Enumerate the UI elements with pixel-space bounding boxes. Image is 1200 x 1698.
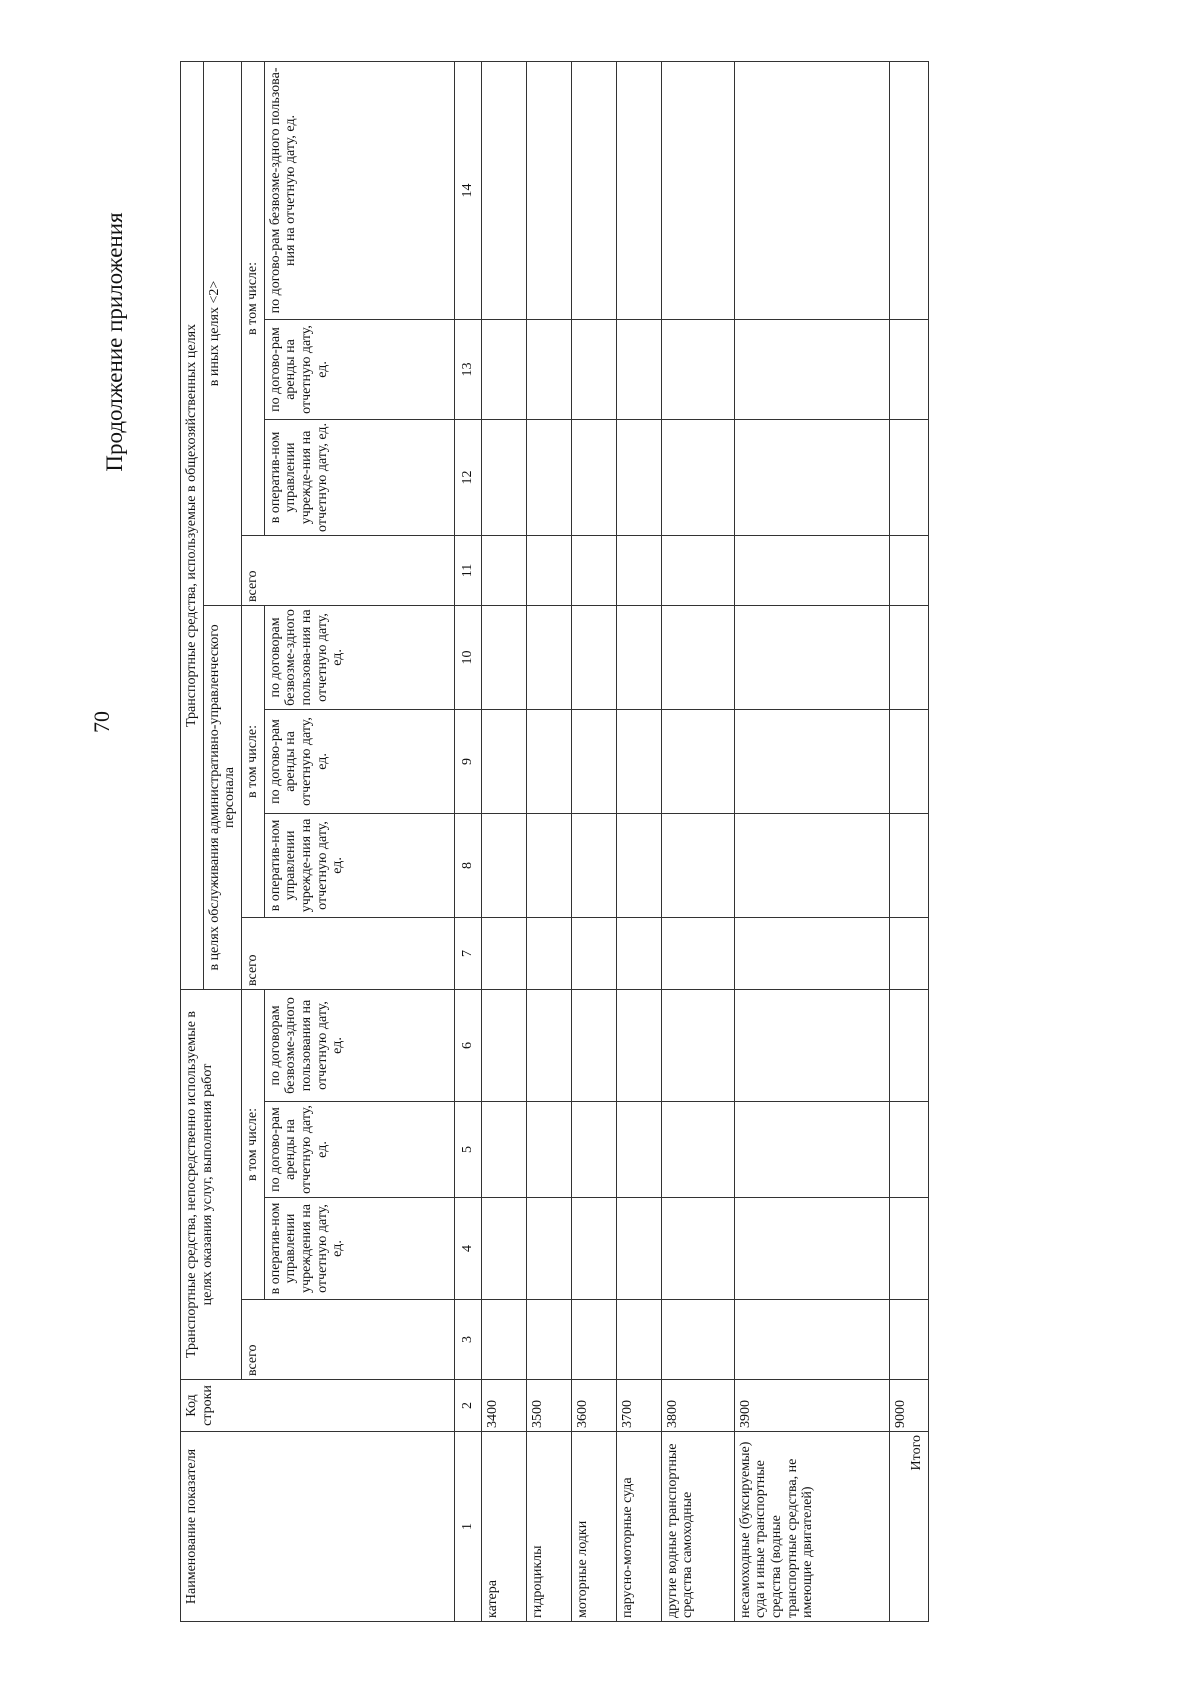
data-cell[interactable] <box>481 1300 526 1380</box>
data-cell[interactable] <box>734 419 889 535</box>
data-cell[interactable] <box>526 1300 571 1380</box>
table-row <box>571 61 616 1621</box>
data-cell[interactable] <box>661 605 734 709</box>
data-cell[interactable] <box>481 917 526 989</box>
total-row <box>889 61 928 1621</box>
data-cell[interactable] <box>734 1198 889 1300</box>
name-header: Наименование показателя <box>181 1432 455 1622</box>
data-cell[interactable] <box>734 1300 889 1380</box>
data-cell[interactable] <box>734 61 889 319</box>
data-cell[interactable] <box>526 319 571 419</box>
data-cell[interactable] <box>481 813 526 917</box>
table-row <box>481 61 526 1621</box>
col-number: 8 <box>454 813 481 917</box>
data-cell[interactable] <box>661 61 734 319</box>
op-mgmt-header-12: в оператив-ном управлении учрежде-ния на отчетную дату, ед. <box>264 419 454 535</box>
data-cell[interactable] <box>889 917 928 989</box>
header-row-1 <box>181 61 204 1621</box>
transport-table <box>180 61 929 1622</box>
data-cell[interactable] <box>481 709 526 813</box>
data-cell[interactable] <box>889 319 928 419</box>
data-cell[interactable] <box>616 419 661 535</box>
data-cell[interactable] <box>889 61 928 319</box>
data-cell[interactable] <box>571 605 616 709</box>
incl-header-3: в том числе: <box>242 989 265 1299</box>
data-cell[interactable] <box>571 917 616 989</box>
col-number: 11 <box>454 535 481 605</box>
data-cell[interactable] <box>571 319 616 419</box>
code-header: Код строки <box>181 1380 455 1432</box>
data-cell[interactable] <box>734 709 889 813</box>
data-cell[interactable] <box>481 1102 526 1198</box>
data-cell[interactable] <box>661 1102 734 1198</box>
col-number: 12 <box>454 419 481 535</box>
page-number: 70 <box>89 711 114 733</box>
continuation-title: Продолжение приложения <box>102 212 127 472</box>
data-cell[interactable] <box>889 1300 928 1380</box>
data-cell[interactable] <box>661 535 734 605</box>
table-row <box>734 61 889 1621</box>
data-cell[interactable] <box>616 61 661 319</box>
data-cell[interactable] <box>661 1198 734 1300</box>
group-general-header: Транспортные средства, используемые в общехозяйственных целях <box>181 61 204 989</box>
op-mgmt-header-8: в оператив-ном управлении учрежде-ния на отчетную дату, ед. <box>264 813 454 917</box>
row-name: гидроциклы <box>526 1432 571 1622</box>
data-cell[interactable] <box>616 605 661 709</box>
data-cell[interactable] <box>571 989 616 1101</box>
total-header-7: всего <box>242 917 455 989</box>
data-cell[interactable] <box>734 605 889 709</box>
data-cell[interactable] <box>481 1198 526 1300</box>
data-cell[interactable] <box>526 989 571 1101</box>
group-direct-header: Транспортные средства, непосредственно используемые в целях оказания услуг, выполнения работ <box>181 989 242 1379</box>
col-number: 4 <box>454 1198 481 1300</box>
table-row <box>616 61 661 1621</box>
table-row <box>661 61 734 1621</box>
column-number-row <box>454 61 481 1621</box>
row-code: 3800 <box>661 1380 734 1432</box>
col-number: 6 <box>454 989 481 1101</box>
data-cell[interactable] <box>481 605 526 709</box>
lease-header-9: по догово-рам аренды на отчетную дату, ед. <box>264 709 454 813</box>
data-cell[interactable] <box>889 535 928 605</box>
free-header-6: по договорам безвозме-здного пользования на отчетную дату, ед. <box>264 989 454 1101</box>
row-code: 9000 <box>889 1380 928 1432</box>
col-number: 14 <box>454 61 481 319</box>
total-label: Итого <box>889 1432 928 1622</box>
free-header-14: по догово-рам безвозме-здного пользова-ния на отчетную дату, ед. <box>264 61 454 319</box>
data-cell[interactable] <box>661 419 734 535</box>
data-cell[interactable] <box>734 319 889 419</box>
data-cell[interactable] <box>571 1102 616 1198</box>
row-code: 3500 <box>526 1380 571 1432</box>
incl-header-11: в том числе: <box>242 61 265 535</box>
data-cell[interactable] <box>526 419 571 535</box>
lease-header-13: по догово-рам аренды на отчетную дату, ед. <box>264 319 454 419</box>
total-header-3: всего <box>242 1300 455 1380</box>
col-number: 1 <box>454 1432 481 1622</box>
data-cell[interactable] <box>571 1300 616 1380</box>
data-cell[interactable] <box>661 989 734 1101</box>
data-cell[interactable] <box>571 1198 616 1300</box>
data-cell[interactable] <box>661 709 734 813</box>
row-code: 3900 <box>734 1380 889 1432</box>
col-number: 13 <box>454 319 481 419</box>
row-code: 3700 <box>616 1380 661 1432</box>
data-cell[interactable] <box>616 989 661 1101</box>
data-cell[interactable] <box>526 813 571 917</box>
col-number: 5 <box>454 1102 481 1198</box>
data-cell[interactable] <box>889 989 928 1101</box>
row-code: 3400 <box>481 1380 526 1432</box>
data-cell[interactable] <box>526 1198 571 1300</box>
data-cell[interactable] <box>526 61 571 319</box>
table-row <box>526 61 571 1621</box>
data-cell[interactable] <box>661 1300 734 1380</box>
data-cell[interactable] <box>889 1102 928 1198</box>
data-cell[interactable] <box>889 419 928 535</box>
data-cell[interactable] <box>616 535 661 605</box>
row-name: несамоходные (буксируемые) суда и иные транспортные средства (водные транспортные средства, не имеющие двигателей) <box>734 1432 889 1622</box>
row-name: катера <box>481 1432 526 1622</box>
data-cell[interactable] <box>661 917 734 989</box>
data-cell[interactable] <box>571 535 616 605</box>
op-mgmt-header-4: в оператив-ном управлении учреждения на отчетную дату, ед. <box>264 1198 454 1300</box>
data-cell[interactable] <box>481 61 526 319</box>
data-cell[interactable] <box>734 989 889 1101</box>
data-cell[interactable] <box>571 61 616 319</box>
data-cell[interactable] <box>526 535 571 605</box>
row-name: парусно-моторные суда <box>616 1432 661 1622</box>
data-cell[interactable] <box>661 813 734 917</box>
data-cell[interactable] <box>571 813 616 917</box>
data-cell[interactable] <box>526 917 571 989</box>
data-cell[interactable] <box>616 917 661 989</box>
data-cell[interactable] <box>889 709 928 813</box>
data-cell[interactable] <box>616 709 661 813</box>
data-cell[interactable] <box>734 917 889 989</box>
free-header-10: по договорам безвозме-здного пользова-ния на отчетную дату, ед. <box>264 605 454 709</box>
data-cell[interactable] <box>616 1102 661 1198</box>
data-cell[interactable] <box>526 605 571 709</box>
col-number: 2 <box>454 1380 481 1432</box>
total-header-11: всего <box>242 535 455 605</box>
data-cell[interactable] <box>481 535 526 605</box>
col-number: 9 <box>454 709 481 813</box>
data-cell[interactable] <box>481 989 526 1101</box>
data-cell[interactable] <box>616 1198 661 1300</box>
incl-header-7: в том числе: <box>242 605 265 917</box>
row-code: 3600 <box>571 1380 616 1432</box>
data-cell[interactable] <box>481 419 526 535</box>
data-cell[interactable] <box>616 813 661 917</box>
data-cell[interactable] <box>734 813 889 917</box>
col-number: 3 <box>454 1300 481 1380</box>
col-number: 7 <box>454 917 481 989</box>
data-cell[interactable] <box>734 1102 889 1198</box>
sub-admin-header: в целях обслуживания административно-управленческого персонала <box>203 605 241 989</box>
data-cell[interactable] <box>571 419 616 535</box>
data-cell[interactable] <box>616 1300 661 1380</box>
data-cell[interactable] <box>734 535 889 605</box>
lease-header-5: по догово-рам аренды на отчетную дату, ед. <box>264 1102 454 1198</box>
row-name: другие водные транспортные средства самоходные <box>661 1432 734 1622</box>
data-cell[interactable] <box>571 709 616 813</box>
report-sheet <box>180 62 1130 1622</box>
data-cell[interactable] <box>661 319 734 419</box>
data-cell[interactable] <box>526 1102 571 1198</box>
data-cell[interactable] <box>526 709 571 813</box>
data-cell[interactable] <box>889 605 928 709</box>
data-cell[interactable] <box>616 319 661 419</box>
data-cell[interactable] <box>889 1198 928 1300</box>
col-number: 10 <box>454 605 481 709</box>
data-cell[interactable] <box>889 813 928 917</box>
data-cell[interactable] <box>481 319 526 419</box>
sub-other-header: в иных целях <2> <box>203 61 241 605</box>
row-name: моторные лодки <box>571 1432 616 1622</box>
